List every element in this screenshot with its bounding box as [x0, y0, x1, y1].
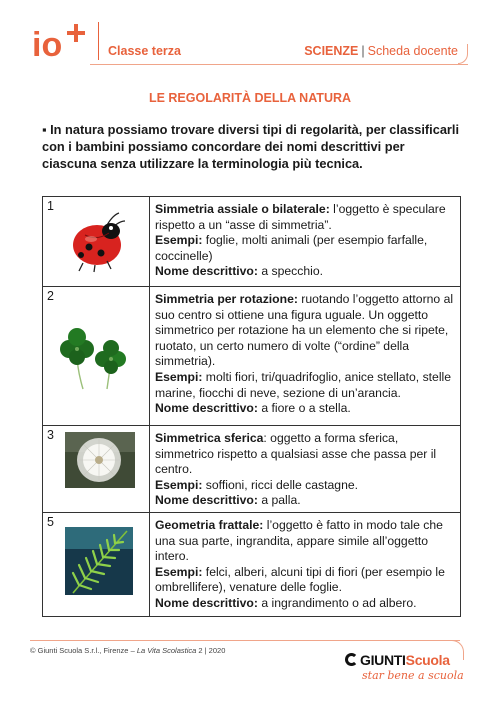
descriptive-name: a ingrandimento o ad albero. — [257, 595, 417, 610]
ladybug-icon — [67, 211, 127, 273]
footer-rule — [30, 640, 460, 641]
descriptive-name-label: Nome descrittivo: — [155, 264, 258, 279]
symmetry-definition: l’oggetto è speculare rispetto a un “asse di simmetria”. — [155, 202, 446, 232]
clover-icon — [55, 319, 135, 391]
io-plus-logo — [32, 20, 92, 60]
header-rule — [90, 64, 468, 65]
row-description — [150, 512, 461, 616]
header-separator: | — [361, 44, 365, 58]
giunti-g-icon — [345, 653, 358, 666]
class-label: Classe terza — [108, 44, 181, 58]
footer-rule-corner — [452, 640, 464, 660]
magazine-title: La Vita Scolastica — [136, 646, 197, 655]
examples-text: molti fiori, tri/quadrifoglio, anice stellato, stelle marine, fiocchi di neve, sezione di un’arancia. — [155, 369, 452, 400]
symmetry-term: Simmetria per rotazione: — [155, 292, 298, 306]
row-number-cell — [43, 512, 150, 616]
row-number-cell — [43, 287, 150, 426]
descriptive-name: a palla. — [257, 493, 301, 508]
header-rule-corner — [458, 44, 468, 64]
brand-tagline: star bene a scuola — [362, 669, 464, 682]
issue-number: 2 | 2020 — [196, 646, 226, 655]
table-row — [43, 287, 461, 426]
copyright-text: © Giunti Scuola S.r.l., Firenze – — [30, 646, 137, 655]
table-row — [43, 512, 461, 616]
symmetry-definition: : oggetto a forma sferica, simmetrico rispetto a qualsiasi asse che passa per il centro. — [155, 431, 437, 477]
row-number: 5 — [47, 514, 54, 529]
brand-accent: Scuola — [405, 652, 450, 668]
header-divider — [98, 22, 99, 60]
row-description — [150, 197, 461, 287]
examples-label: Esempi: — [155, 233, 203, 248]
page-title: LE REGOLARITÀ DELLA NATURA — [148, 91, 352, 105]
svg-text:io: io — [32, 26, 63, 60]
brand-main: GIUNTI — [360, 652, 406, 668]
symmetry-definition: l’oggetto è fatto in modo tale che una sua parte, ingrandita, appare simile all’oggetto intero. — [155, 517, 443, 564]
dandelion-icon — [65, 432, 135, 488]
giunti-scuola-logo — [345, 652, 450, 668]
examples-label: Esempi: — [155, 564, 203, 579]
examples-label: Esempi: — [155, 369, 203, 384]
copyright-notice — [30, 646, 225, 655]
regularity-table — [42, 196, 461, 617]
descriptive-name-label: Nome descrittivo: — [155, 595, 258, 610]
examples-label: Esempi: — [155, 477, 203, 492]
symmetry-definition: ruotando l’oggetto attorno al suo centro si ottiene una figura uguale. Un oggetto simmetrico per rotazione ha un elemento che si ripete, ruotato, un certo numero di volte (“ordine” della simmetria). — [155, 292, 454, 369]
fern-icon — [65, 527, 133, 595]
subject-label: SCIENZE — [304, 44, 359, 58]
row-number: 1 — [47, 199, 54, 213]
table-row — [43, 197, 461, 287]
intro-paragraph: ▪ In natura possiamo trovare diversi tipi di regolarità, per classificarli con i bambini possiamo concordare dei nomi descrittivi per ciascuna senza utilizzare la terminologia più tecnica. — [42, 122, 460, 171]
descriptive-name-label: Nome descrittivo: — [155, 401, 258, 416]
sheet-type-label: Scheda docente — [367, 44, 458, 58]
examples-text: felci, alberi, alcuni tipi di fiori (per esempio le ombrellifere), venature delle foglie. — [155, 564, 445, 595]
row-number: 2 — [47, 289, 54, 303]
symmetry-term: Simmetrica sferica — [155, 431, 264, 445]
row-description — [150, 426, 461, 513]
row-number-cell — [43, 426, 150, 513]
symmetry-term: Simmetria assiale o bilaterale: — [155, 202, 330, 216]
descriptive-name: a specchio. — [257, 264, 323, 279]
table-row — [43, 426, 461, 513]
examples-text: soffioni, ricci delle castagne. — [202, 477, 359, 492]
row-description — [150, 287, 461, 426]
descriptive-name-label: Nome descrittivo: — [155, 493, 258, 508]
row-number-cell — [43, 197, 150, 287]
row-number: 3 — [47, 428, 54, 442]
descriptive-name: a fiore o a stella. — [257, 401, 351, 416]
header-subject — [304, 44, 458, 58]
symmetry-term: Geometria frattale: — [155, 517, 264, 532]
examples-text: foglie, molti animali (per esempio farfalle, coccinelle) — [155, 233, 428, 263]
